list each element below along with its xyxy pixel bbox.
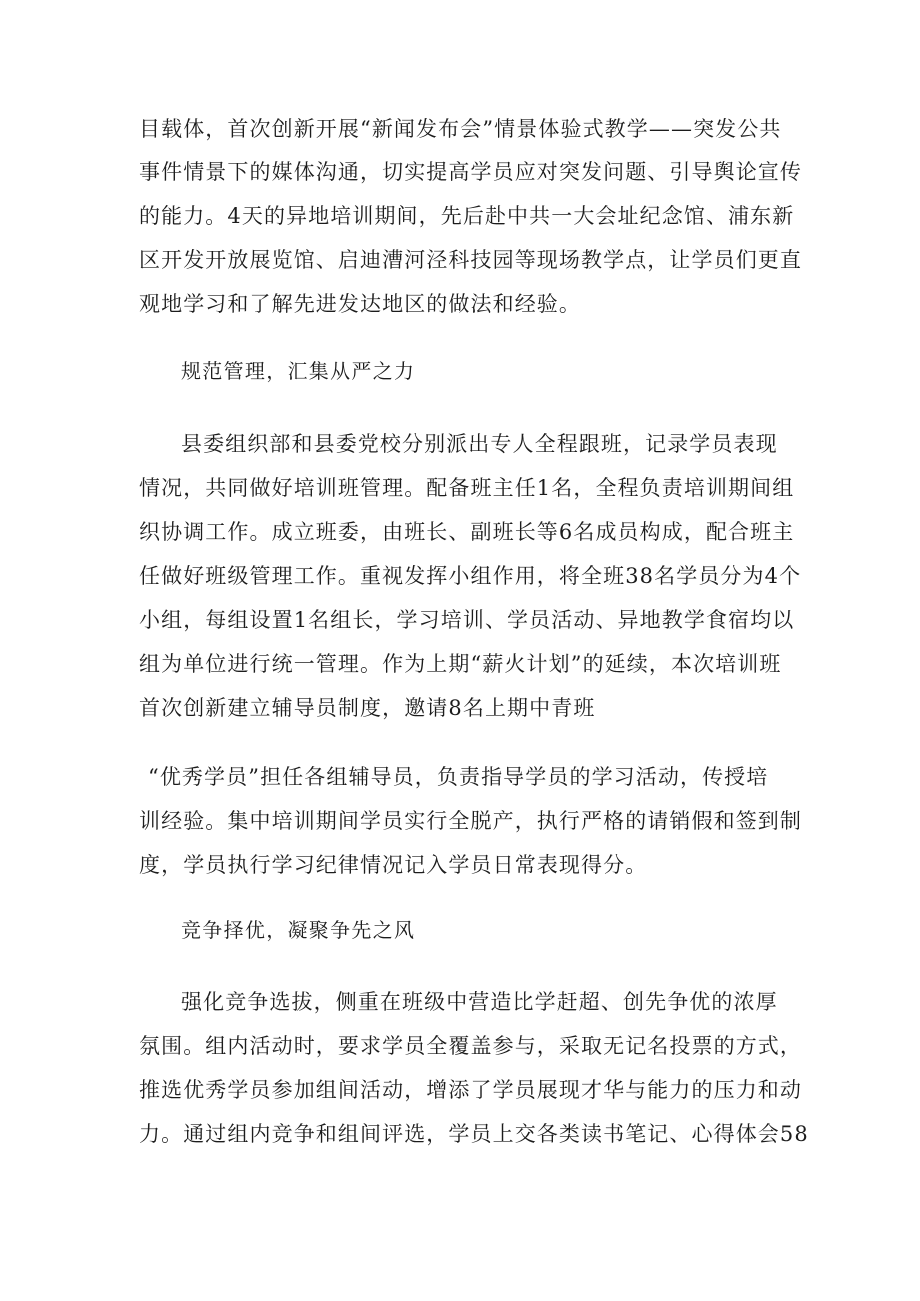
paragraph-line: 县委组织部和县委党校分别派出专人全程跟班，记录学员表现	[181, 432, 778, 456]
paragraph-line: 首次创新建立辅导员制度，邀请8名上期中青班	[139, 696, 596, 720]
paragraph-line: “优秀学员”担任各组辅导员，负责指导学员的学习活动，传授培	[148, 765, 769, 789]
paragraph-line: 任做好班级管理工作。重视发挥小组作用，将全班38名学员分为4个	[139, 564, 802, 588]
paragraph-line: 观地学习和了解先进发达地区的做法和经验。	[139, 292, 581, 316]
paragraph-line: 训经验。集中培训期间学员实行全脱产，执行严格的请销假和签到制	[139, 809, 802, 833]
section-heading: 竞争择优，凝聚争先之风	[181, 918, 416, 942]
paragraph-line: 情况，共同做好培训班管理。配备班主任1名，全程负责培训期间组	[139, 476, 795, 500]
paragraph-line: 氛围。组内活动时，要求学员全覆盖参与，采取无记名投票的方式，	[139, 1034, 802, 1058]
paragraph-line: 力。通过组内竞争和组间评选，学员上交各类读书笔记、心得体会58	[139, 1122, 809, 1146]
paragraph-line: 织协调工作。成立班委，由班长、副班长等6名成员构成，配合班主	[139, 520, 795, 544]
paragraph-line: 小组，每组设置1名组长，学习培训、学员活动、异地教学食宿均以	[139, 608, 795, 632]
paragraph-line: 组为单位进行统一管理。作为上期“薪火计划”的延续，本次培训班	[139, 652, 782, 676]
paragraph-line: 度，学员执行学习纪律情况记入学员日常表现得分。	[139, 853, 648, 877]
paragraph-line: 的能力。4天的异地培训期间，先后赴中共一大会址纪念馆、浦东新	[139, 204, 795, 228]
paragraph-line: 事件情景下的媒体沟通，切实提高学员应对突发问题、引导舆论宣传	[139, 160, 802, 184]
paragraph-line: 区开发开放展览馆、启迪漕河泾科技园等现场教学点，让学员们更直	[139, 248, 802, 272]
paragraph-line: 推选优秀学员参加组间活动，增添了学员展现才华与能力的压力和动	[139, 1078, 802, 1102]
section-heading: 规范管理，汇集从严之力	[181, 359, 416, 383]
paragraph-line: 强化竞争选拔，侧重在班级中营造比学赶超、创先争优的浓厚	[181, 990, 778, 1014]
paragraph-line: 目载体，首次创新开展“新闻发布会”情景体验式教学——突发公共	[139, 117, 782, 141]
